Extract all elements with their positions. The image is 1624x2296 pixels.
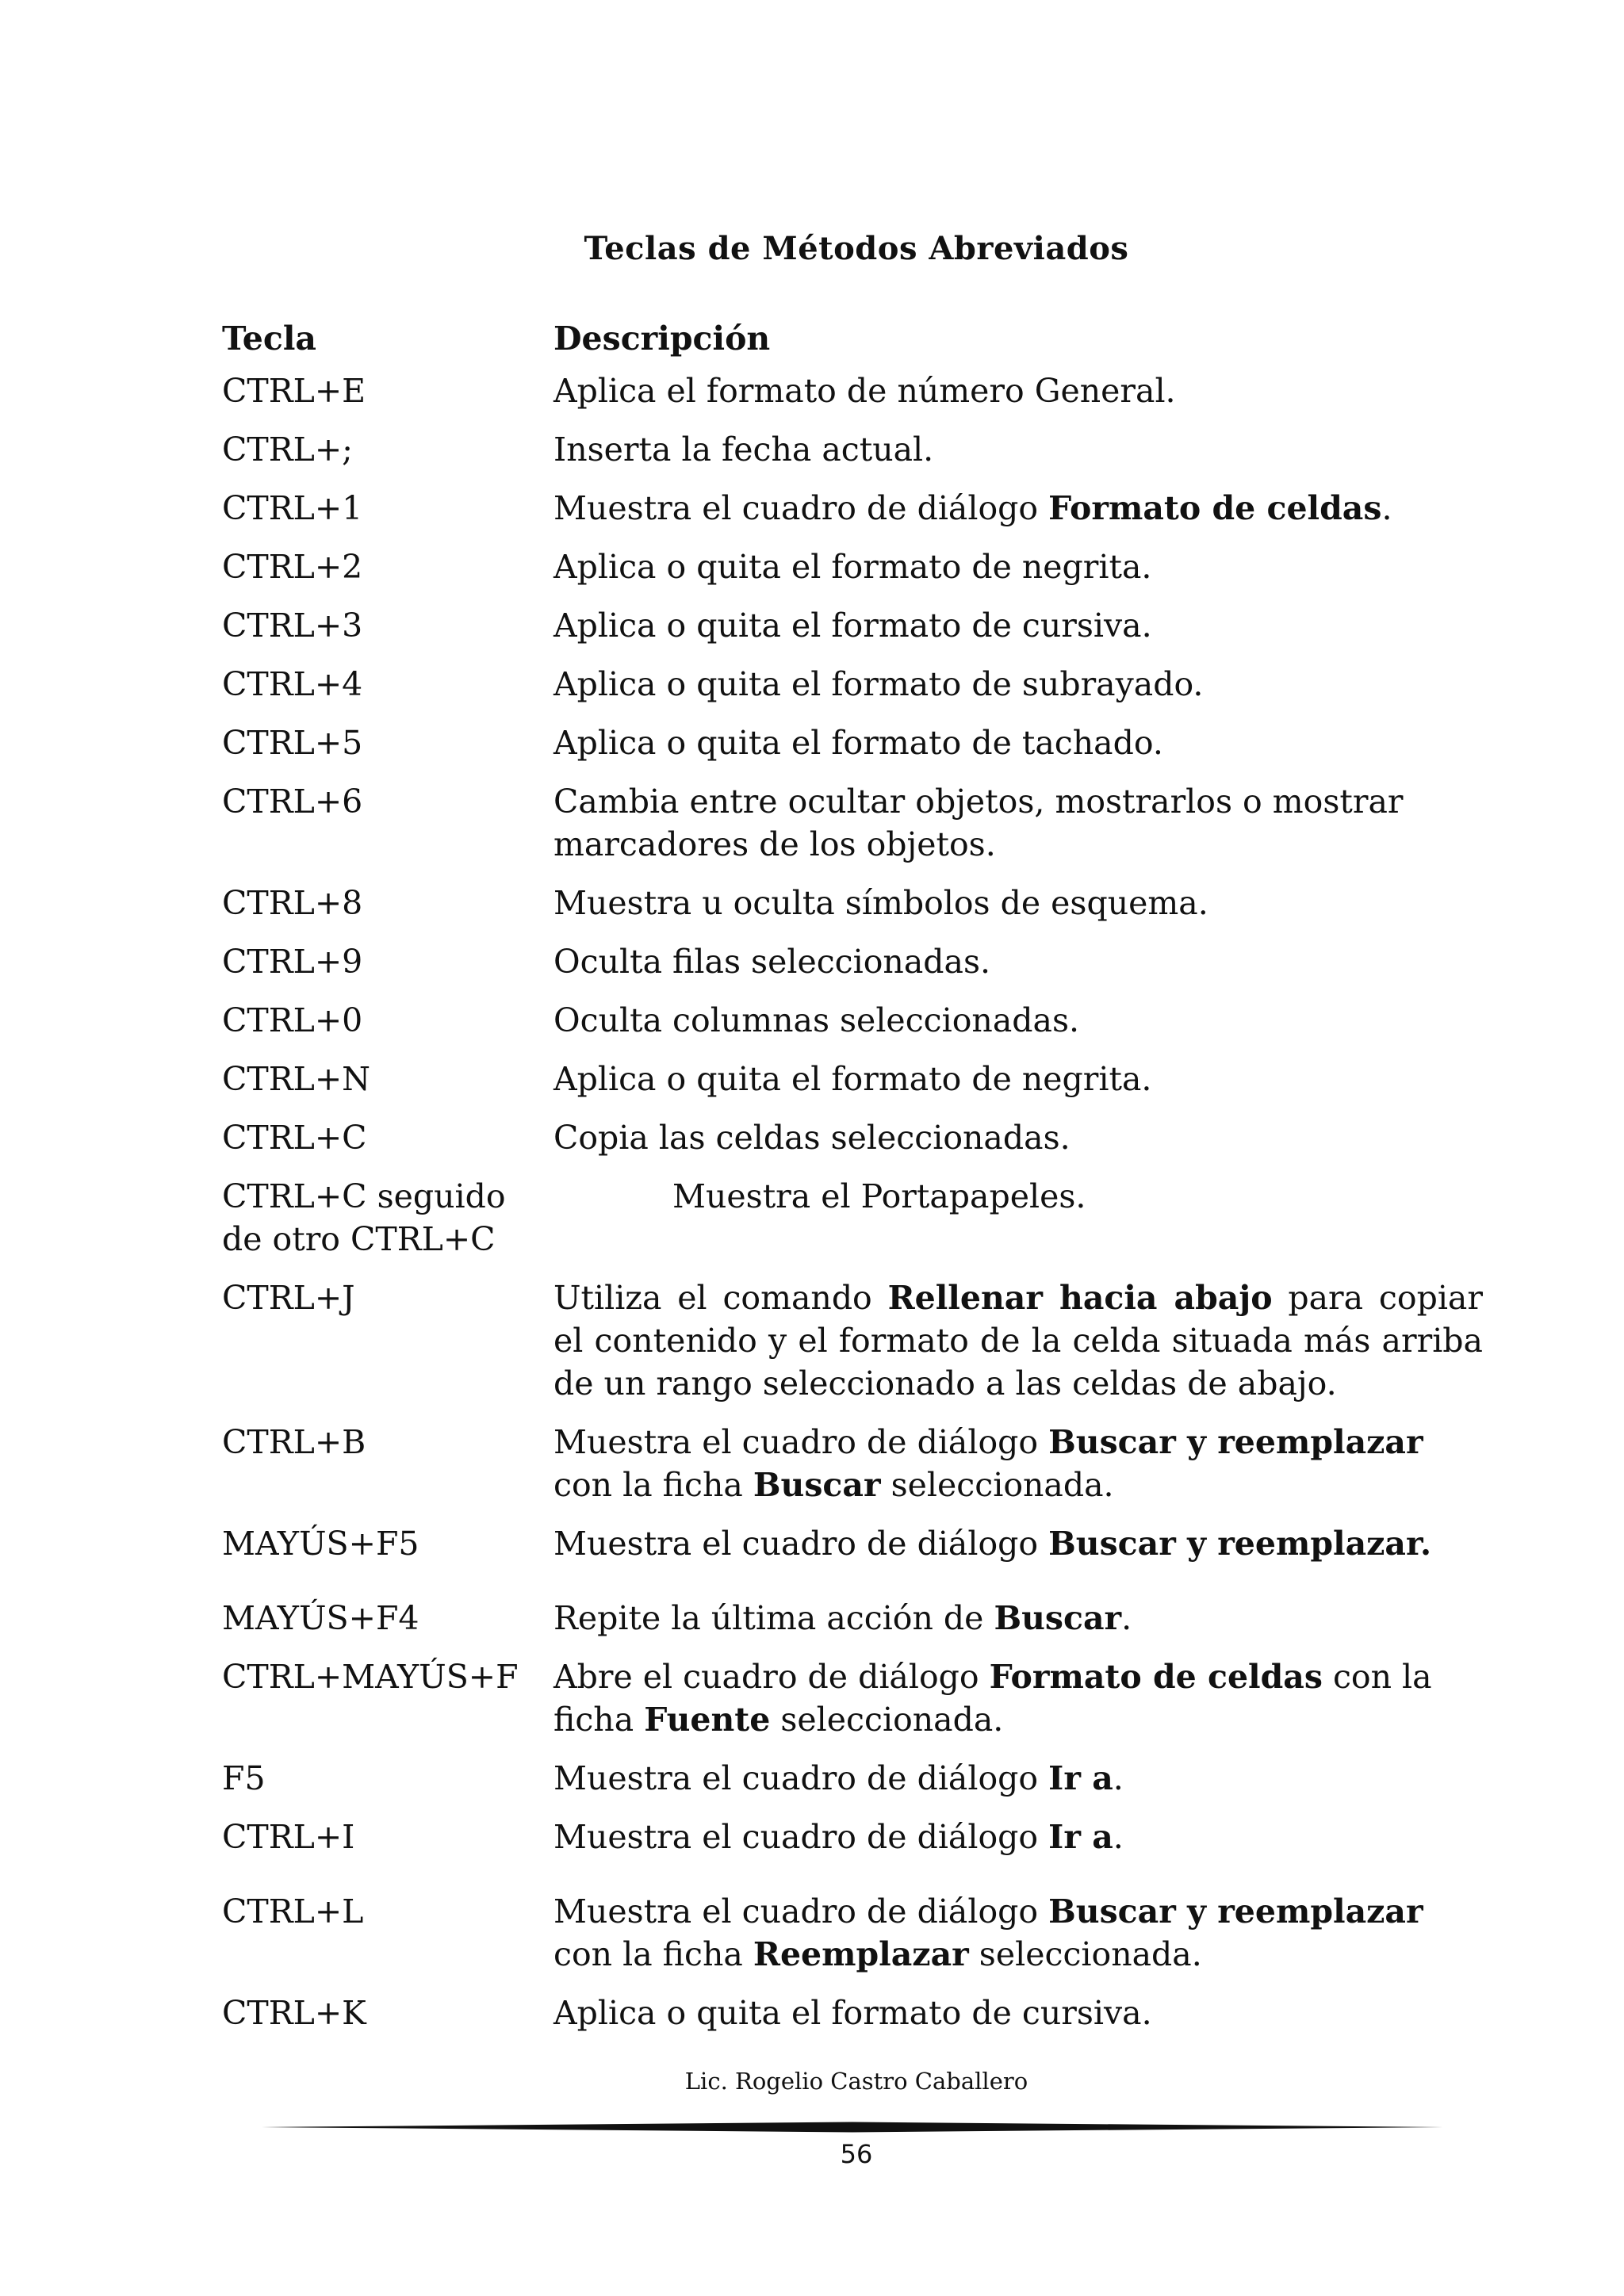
table-row [222,1522,1483,1565]
shortcut-key: CTRL+C seguido de otro CTRL+C [222,1177,506,1258]
bold-text: Formato de celdas [989,1658,1323,1696]
description-text: Oculta columnas seleccionadas. [553,1001,1080,1039]
bold-text: Ir a [1048,1759,1113,1797]
page-title: Teclas de Métodos Abreviados [584,230,1129,267]
shortcut-description [553,545,1483,588]
bold-text: Buscar [753,1466,881,1504]
bold-text: Rellenar hacia abajo [887,1279,1273,1317]
description-text: Aplica o quita el formato de subrayado. [553,665,1204,703]
shortcut-description [553,1816,1483,1858]
description-text: . [1381,489,1392,527]
shortcut-description [553,369,1483,412]
shortcut-description [672,1175,1483,1218]
footer-rule [262,2122,1443,2134]
description-text: seleccionada. [968,1935,1202,1973]
bold-text: Buscar y reemplazar [1048,1423,1423,1461]
table-row [222,882,1483,924]
description-text: . [1121,1599,1132,1637]
description-text: Aplica o quita el formato de cursiva. [553,607,1152,645]
page-number: 56 [840,2139,873,2169]
description-text: . [1113,1759,1124,1797]
shortcut-description [553,721,1483,764]
description-text: con la ficha [553,1658,1432,1739]
table-row [222,604,1483,647]
description-text: Abre el cuadro de diálogo [553,1658,990,1696]
shortcut-description [553,882,1483,924]
description-text: Aplica o quita el formato de cursiva. [553,1994,1152,2032]
table-row [222,1597,1483,1640]
shortcut-description [553,1522,1483,1565]
description-text: Aplica o quita el formato de negrita. [553,1060,1152,1098]
shortcut-key: CTRL+4 [222,665,363,703]
description-text: con la ficha [553,1935,753,1973]
description-text: para copiar el contenido y el formato de la celda situada más arriba de un rango seleccionado a las celdas de abajo. [553,1279,1483,1402]
description-text: Muestra el cuadro de diálogo [553,489,1049,527]
shortcut-key: CTRL+I [222,1818,355,1856]
shortcut-description [553,1421,1483,1506]
shortcut-description [553,1757,1483,1800]
shortcut-description [553,604,1483,647]
table-row [222,721,1483,764]
table-row [222,1421,1483,1506]
shortcut-description [553,1655,1483,1741]
shortcut-key: CTRL+1 [222,489,363,527]
shortcut-key: MAYÚS+F5 [222,1525,419,1563]
table-row [222,999,1483,1042]
table-row [222,1655,1483,1741]
bold-text: Buscar y reemplazar [1048,1892,1423,1931]
table-row [222,369,1483,412]
shortcut-key: CTRL+L [222,1892,364,1931]
table-row [222,1116,1483,1159]
description-text: . [1113,1818,1124,1856]
shortcut-key: CTRL+; [222,430,353,469]
bold-text: Reemplazar [753,1935,969,1973]
shortcut-description [553,1276,1483,1405]
shortcut-key: CTRL+B [222,1423,366,1461]
description-text: Muestra el cuadro de diálogo [553,1892,1049,1931]
description-text: con la ficha [553,1466,753,1504]
shortcut-description [553,1890,1483,1976]
shortcut-description [553,940,1483,983]
description-text: Aplica o quita el formato de tachado. [553,724,1163,762]
bold-text: Buscar [994,1599,1122,1637]
table-row [222,1992,1483,2034]
description-text: Muestra el cuadro de diálogo [553,1525,1049,1563]
table-header [222,317,1483,360]
shortcut-key: CTRL+K [222,1994,366,2032]
shortcut-description [553,999,1483,1042]
shortcut-key: MAYÚS+F4 [222,1599,419,1637]
shortcut-key: CTRL+MAYÚS+F [222,1658,519,1696]
table-row [222,487,1483,530]
shortcut-description [553,1992,1483,2034]
shortcut-description [553,487,1483,530]
description-text: Muestra el cuadro de diálogo [553,1423,1049,1461]
shortcut-key: F5 [222,1759,266,1797]
shortcuts-table [222,317,1483,2050]
description-text: Inserta la fecha actual. [553,430,934,469]
table-row [222,1058,1483,1100]
description-text: Cambia entre ocultar objetos, mostrarlos o mostrar marcadores de los objetos. [553,783,1404,863]
description-text: seleccionada. [880,1466,1114,1504]
shortcut-key: CTRL+3 [222,607,363,645]
bold-text: Formato de celdas [1048,489,1382,527]
table-row [222,780,1483,866]
shortcut-key: CTRL+2 [222,548,363,586]
shortcut-key: CTRL+5 [222,724,363,762]
table-row [222,940,1483,983]
table-body [222,369,1483,2034]
shortcut-key: CTRL+8 [222,884,363,922]
shortcut-key: CTRL+N [222,1060,371,1098]
shortcut-description [553,428,1483,471]
bold-text: Ir a [1048,1818,1113,1856]
table-row [222,1757,1483,1800]
shortcut-description [553,1116,1483,1159]
description-text: Muestra el cuadro de diálogo [553,1759,1049,1797]
shortcut-description [553,780,1483,866]
description-text: Oculta filas seleccionadas. [553,943,991,981]
table-row [222,1276,1483,1405]
bold-text: Buscar y reemplazar. [1048,1525,1432,1563]
footer-author: Lic. Rogelio Castro Caballero [684,2068,1028,2095]
description-text: Utiliza el comando [553,1279,888,1317]
column-header-key: Tecla [222,320,316,358]
bold-text: Fuente [644,1701,771,1739]
description-text: Repite la última acción de [553,1599,994,1637]
table-row [222,1816,1483,1858]
description-text: Aplica el formato de número General. [553,372,1176,410]
shortcut-description [553,1058,1483,1100]
description-text: Muestra el cuadro de diálogo [553,1818,1049,1856]
table-row [222,428,1483,471]
table-row [222,545,1483,588]
shortcut-key: CTRL+J [222,1279,355,1317]
table-row [222,1175,1483,1261]
shortcut-key: CTRL+6 [222,783,363,821]
column-header-description: Descripción [553,320,771,358]
description-text: Aplica o quita el formato de negrita. [553,548,1152,586]
shortcut-key: CTRL+C [222,1119,367,1157]
table-row [222,1890,1483,1976]
description-text: Muestra el Portapapeles. [672,1177,1086,1215]
shortcut-key: CTRL+0 [222,1001,363,1039]
shortcut-description [553,663,1483,706]
description-text: Muestra u oculta símbolos de esquema. [553,884,1208,922]
description-text: seleccionada. [770,1701,1004,1739]
shortcut-description [553,1597,1483,1640]
description-text: Copia las celdas seleccionadas. [553,1119,1071,1157]
table-row [222,663,1483,706]
shortcut-key: CTRL+E [222,372,366,410]
shortcut-key: CTRL+9 [222,943,363,981]
